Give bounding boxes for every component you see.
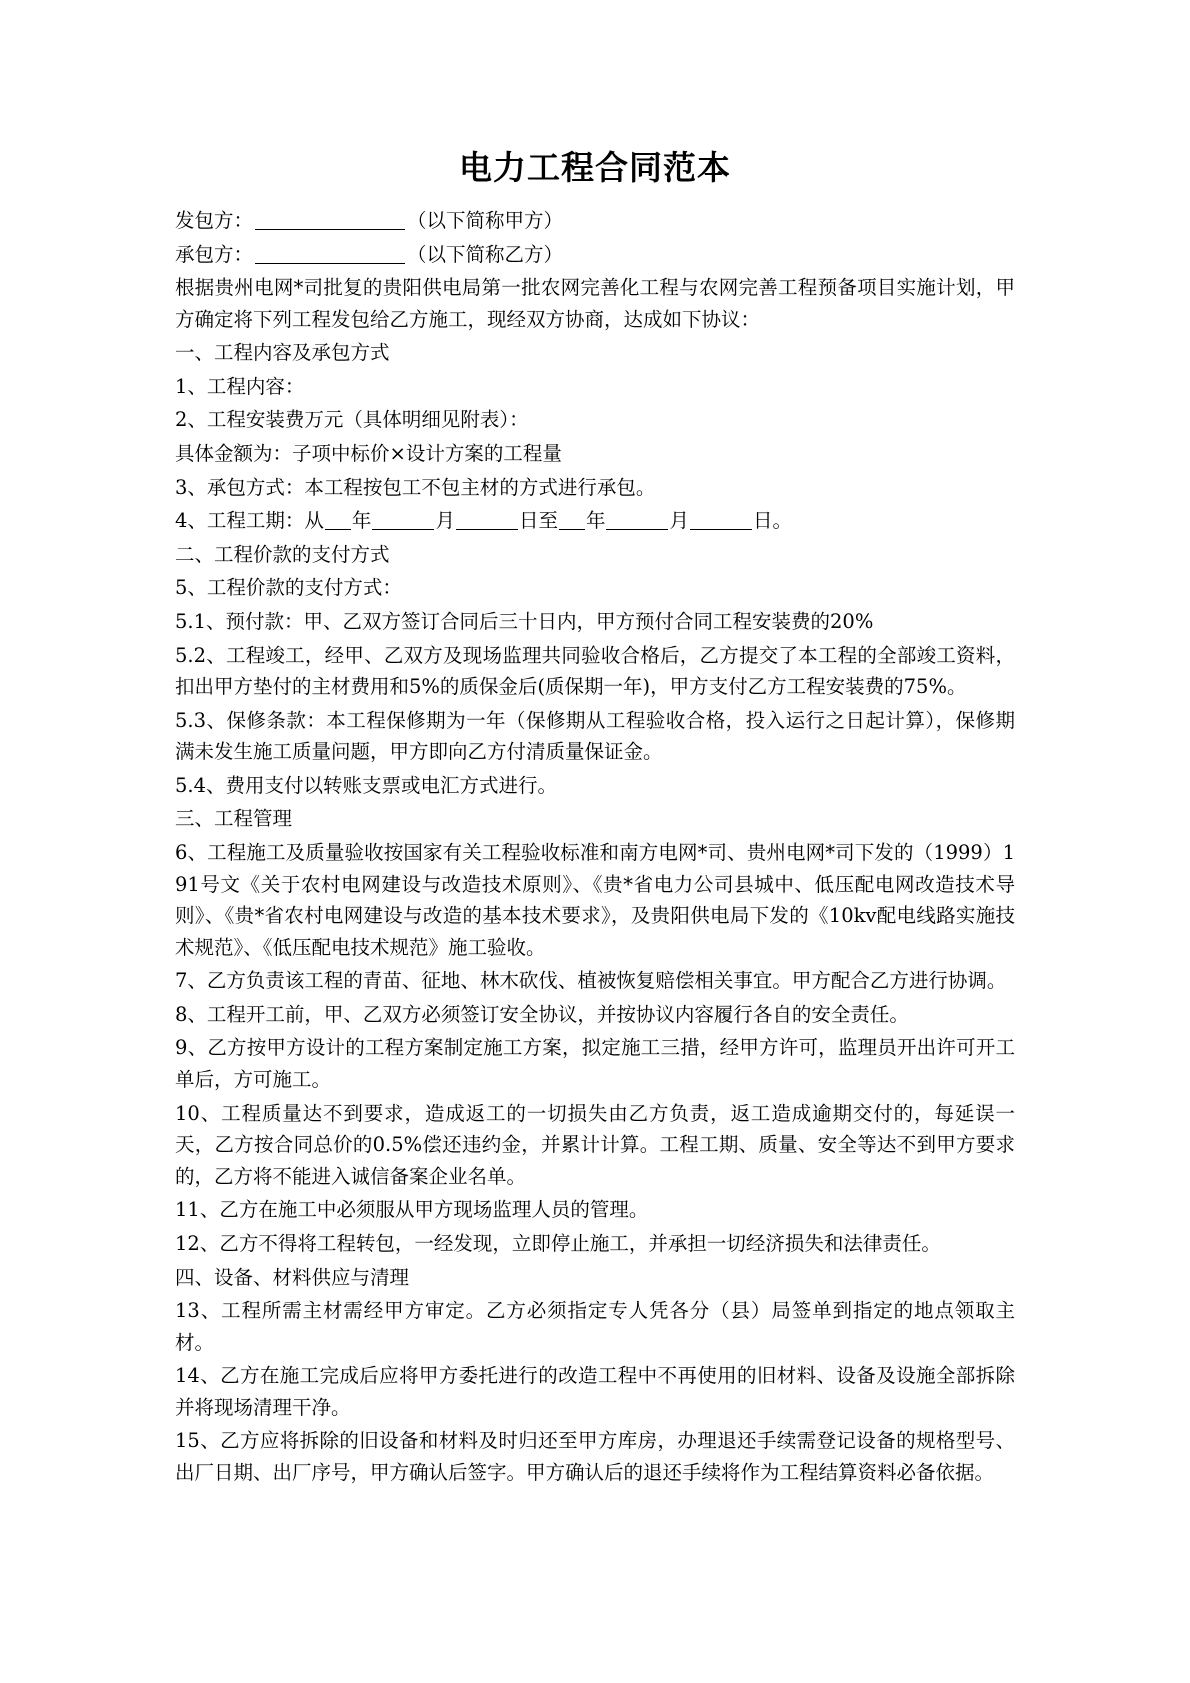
clause-1: 1、工程内容： bbox=[175, 374, 305, 398]
clause-8: 8、工程开工前，甲、乙双方必须签订安全协议，并按协议内容履行各自的安全责任。 bbox=[175, 1002, 909, 1026]
duration-month1-label: 月 bbox=[435, 509, 455, 533]
duration-day1-label: 日至 bbox=[518, 509, 558, 533]
clause-7: 7、乙方负责该工程的青苗、征地、林木砍伐、植被恢复赔偿相关事宜。甲方配合乙方进行协调。 bbox=[175, 969, 1007, 993]
party-a-label: 发包方： bbox=[175, 209, 254, 232]
party-b-line bbox=[175, 239, 1015, 271]
duration-day1-blank[interactable] bbox=[456, 529, 518, 530]
party-a-line bbox=[175, 205, 1015, 237]
clause-2: 2、工程安装费万元（具体明细见附表）： bbox=[175, 408, 529, 432]
duration-year1-label: 年 bbox=[351, 509, 372, 533]
clause-amount-detail: 具体金额为：子项中标价×设计方案的工程量 bbox=[175, 442, 562, 466]
clause-4-duration bbox=[175, 505, 1015, 537]
clause-5-3: 5.3、保修条款：本工程保修期为一年（保修期从工程验收合格，投入运行之日起计算），保修期满未发生施工质量问题，甲方即向乙方付清质量保证金。 bbox=[175, 708, 1015, 764]
clause-15: 15、乙方应将拆除的旧设备和材料及时归还至甲方库房，办理退还手续需登记设备的规格型号、出厂日期、出厂序号，甲方确认后签字。甲方确认后的退还手续将作为工程结算资料必备依据。 bbox=[175, 1429, 1015, 1484]
duration-month2-label: 月 bbox=[669, 509, 689, 533]
clause-13: 13、工程所需主材需经甲方审定。乙方必须指定专人凭各分（县）局签单到指定的地点领取主材。 bbox=[175, 1299, 1015, 1354]
duration-day2-label: 日。 bbox=[753, 509, 793, 533]
party-a-blank[interactable] bbox=[255, 229, 405, 230]
section-heading-2: 二、工程价款的支付方式 bbox=[175, 542, 390, 566]
preamble-paragraph: 根据贵州电网*司批复的贵阳供电局第一批农网完善化工程与农网完善工程预备项目实施计划，甲方确定将下列工程发包给乙方施工，现经双方协商，达成如下协议： bbox=[175, 276, 1015, 331]
duration-month2-blank[interactable] bbox=[606, 529, 668, 530]
clause-5-2: 5.2、工程竣工，经甲、乙双方及现场监理共同验收合格后，乙方提交了本工程的全部竣工资料，扣出甲方垫付的主材费用和5%的质保金后(质保期一年)，甲方支付乙方工程安装费的75%。 bbox=[175, 643, 1015, 699]
duration-prefix: 4、工程工期：从 bbox=[175, 509, 324, 533]
clause-5-4: 5.4、费用支付以转账支票或电汇方式进行。 bbox=[175, 773, 558, 797]
duration-year1-blank[interactable] bbox=[325, 529, 351, 530]
party-b-blank[interactable] bbox=[255, 263, 405, 264]
duration-year2-blank[interactable] bbox=[559, 529, 585, 530]
clause-5: 5、工程价款的支付方式： bbox=[175, 576, 402, 600]
duration-day2-blank[interactable] bbox=[690, 529, 752, 530]
clause-11: 11、乙方在施工中必须服从甲方现场监理人员的管理。 bbox=[175, 1198, 649, 1222]
duration-month1-blank[interactable] bbox=[372, 529, 434, 530]
page-title: 电力工程合同范本 bbox=[459, 148, 731, 187]
clause-5-1: 5.1、预付款：甲、乙双方签订合同后三十日内，甲方预付合同工程安装费的20% bbox=[175, 609, 874, 633]
clause-6: 6、工程施工及质量验收按国家有关工程验收标准和南方电网*司、贵州电网*司下发的（1999）191号文《关于农村电网建设与改造技术原则》、《贵*省电力公司县城中、低压配电网改造技术导则》、《贵*省农村电网建设与改造的基本技术要求》，及贵阳供电局下发的《10kv配电线路实施技术规范》、《低压配电技术规范》施工验收。 bbox=[175, 840, 1015, 959]
duration-year2-label: 年 bbox=[585, 509, 606, 533]
clause-12: 12、乙方不得将工程转包，一经发现，立即停止施工，并承担一切经济损失和法律责任。 bbox=[175, 1231, 941, 1255]
section-heading-1: 一、工程内容及承包方式 bbox=[175, 341, 390, 365]
section-heading-4: 四、设备、材料供应与清理 bbox=[175, 1265, 410, 1289]
section-heading-3: 三、工程管理 bbox=[175, 807, 293, 831]
clause-10: 10、工程质量达不到要求，造成返工的一切损失由乙方负责，返工造成逾期交付的，每延误一天，乙方按合同总价的0.5%偿还违约金，并累计计算。工程工期、质量、安全等达不到甲方要求的，乙方将不能进入诚信备案企业名单。 bbox=[175, 1101, 1015, 1188]
clause-3: 3、承包方式：本工程按包工不包主材的方式进行承包。 bbox=[175, 475, 656, 499]
clause-9: 9、乙方按甲方设计的工程方案制定施工方案，拟定施工三措，经甲方许可，监理员开出许可开工单后，方可施工。 bbox=[175, 1036, 1015, 1092]
party-a-suffix: （以下简称甲方） bbox=[407, 209, 564, 232]
clause-14: 14、乙方在施工完成后应将甲方委托进行的改造工程中不再使用的旧材料、设备及设施全部拆除并将现场清理干净。 bbox=[175, 1364, 1015, 1419]
party-b-label: 承包方： bbox=[175, 242, 254, 266]
party-b-suffix: （以下简称乙方） bbox=[407, 242, 564, 266]
